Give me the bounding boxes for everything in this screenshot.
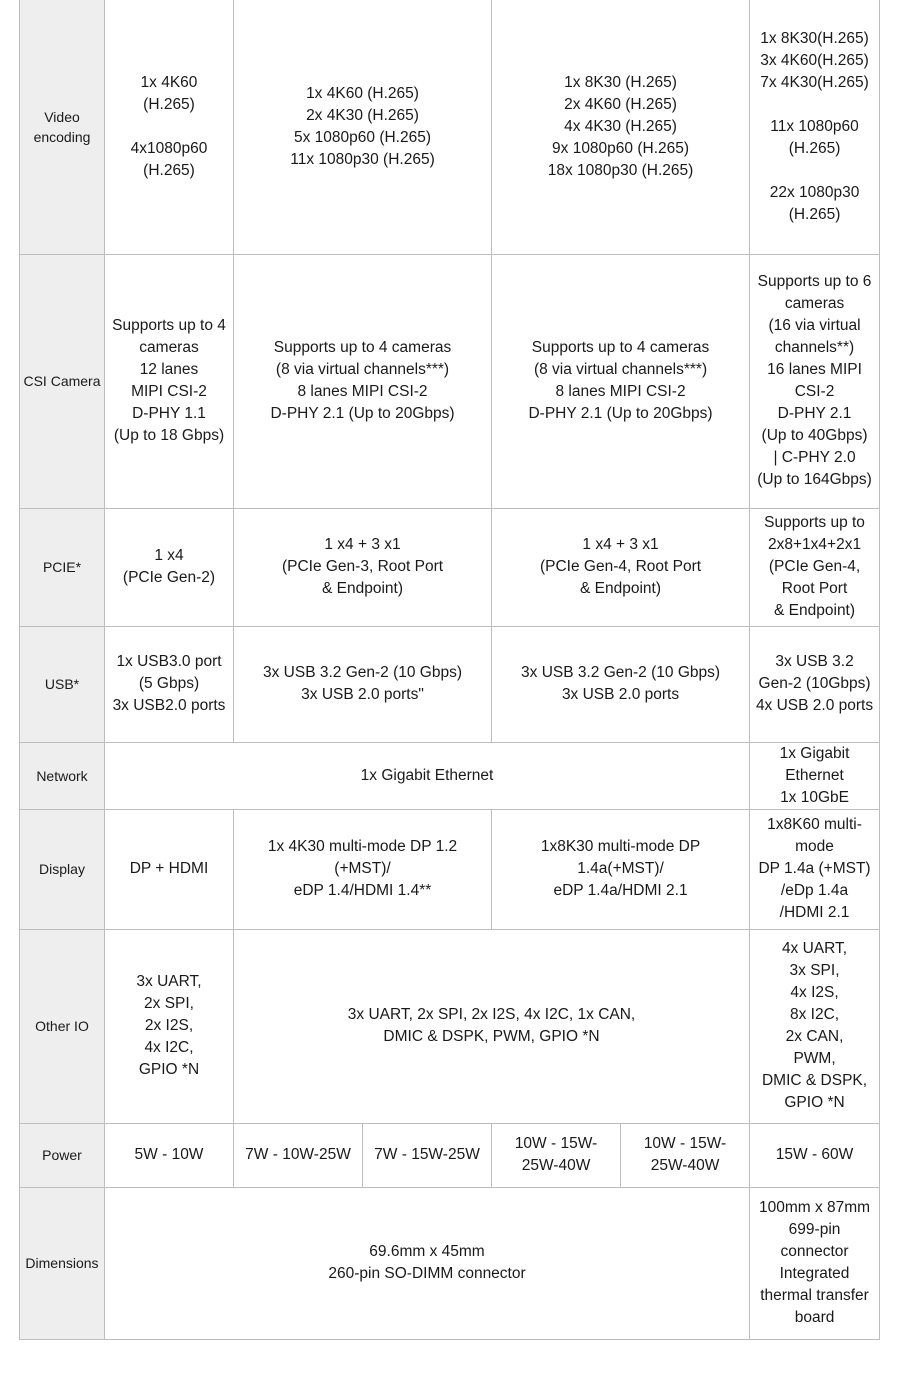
spec-cell: Supports up to 2x8+1x4+2x1 (PCIe Gen-4, Root Port & Endpoint)	[750, 508, 880, 626]
spec-cell: 7W - 15W-25W	[363, 1123, 492, 1187]
row-dimensions	[20, 1187, 880, 1339]
spec-cell: DP + HDMI	[105, 809, 234, 929]
row-label: Network	[20, 742, 105, 809]
spec-cell: 1 x4 + 3 x1 (PCIe Gen-4, Root Port & Endpoint)	[492, 508, 750, 626]
spec-cell: 3x USB 3.2 Gen-2 (10 Gbps) 3x USB 2.0 ports	[492, 626, 750, 742]
row-pcie	[20, 508, 880, 626]
spec-cell: 1x 8K30(H.265) 3x 4K60(H.265) 7x 4K30(H.265) 11x 1080p60 (H.265) 22x 1080p30 (H.265)	[750, 0, 880, 254]
spec-cell: 1x Gigabit Ethernet 1x 10GbE	[750, 742, 880, 809]
row-label: Video encoding	[20, 0, 105, 254]
spec-cell: 3x UART, 2x SPI, 2x I2S, 4x I2C, 1x CAN, DMIC & DSPK, PWM, GPIO *N	[234, 929, 750, 1123]
row-network	[20, 742, 880, 809]
row-label: CSI Camera	[20, 254, 105, 508]
spec-cell: 1x USB3.0 port (5 Gbps) 3x USB2.0 ports	[105, 626, 234, 742]
spec-cell: 1 x4 + 3 x1 (PCIe Gen-3, Root Port & Endpoint)	[234, 508, 492, 626]
row-usb	[20, 626, 880, 742]
spec-cell: 4x UART, 3x SPI, 4x I2S, 8x I2C, 2x CAN, PWM, DMIC & DSPK, GPIO *N	[750, 929, 880, 1123]
spec-cell: 15W - 60W	[750, 1123, 880, 1187]
spec-cell: Supports up to 6 cameras (16 via virtual channels**) 16 lanes MIPI CSI-2 D-PHY 2.1 (Up to 40Gbps) | C-PHY 2.0 (Up to 164Gbps)	[750, 254, 880, 508]
spec-cell: 1x 8K30 (H.265) 2x 4K60 (H.265) 4x 4K30 (H.265) 9x 1080p60 (H.265) 18x 1080p30 (H.265)	[492, 0, 750, 254]
row-label: PCIE*	[20, 508, 105, 626]
row-label: USB*	[20, 626, 105, 742]
row-other-io	[20, 929, 880, 1123]
spec-cell: 69.6mm x 45mm 260-pin SO-DIMM connector	[105, 1187, 750, 1339]
spec-cell: 3x UART, 2x SPI, 2x I2S, 4x I2C, GPIO *N	[105, 929, 234, 1123]
spec-cell: 10W - 15W- 25W-40W	[492, 1123, 621, 1187]
spec-cell: 1x Gigabit Ethernet	[105, 742, 750, 809]
spec-cell: Supports up to 4 cameras (8 via virtual channels***) 8 lanes MIPI CSI-2 D-PHY 2.1 (Up to 20Gbps)	[492, 254, 750, 508]
row-label: Dimensions	[20, 1187, 105, 1339]
spec-cell: 1x 4K60 (H.265) 4x1080p60 (H.265)	[105, 0, 234, 254]
row-video-encoding	[20, 0, 880, 254]
spec-cell: 10W - 15W- 25W-40W	[621, 1123, 750, 1187]
row-label: Power	[20, 1123, 105, 1187]
row-power	[20, 1123, 880, 1187]
spec-cell: 1x8K60 multi- mode DP 1.4a (+MST) /eDp 1.4a /HDMI 2.1	[750, 809, 880, 929]
row-label: Display	[20, 809, 105, 929]
spec-cell: Supports up to 4 cameras (8 via virtual channels***) 8 lanes MIPI CSI-2 D-PHY 2.1 (Up to 20Gbps)	[234, 254, 492, 508]
spec-cell: 1x8K30 multi-mode DP 1.4a(+MST)/ eDP 1.4a/HDMI 2.1	[492, 809, 750, 929]
spec-cell: 3x USB 3.2 Gen-2 (10Gbps) 4x USB 2.0 ports	[750, 626, 880, 742]
row-label: Other IO	[20, 929, 105, 1123]
row-csi-camera	[20, 254, 880, 508]
spec-cell: 5W - 10W	[105, 1123, 234, 1187]
row-display	[20, 809, 880, 929]
spec-cell: Supports up to 4 cameras 12 lanes MIPI CSI-2 D-PHY 1.1 (Up to 18 Gbps)	[105, 254, 234, 508]
spec-cell: 3x USB 3.2 Gen-2 (10 Gbps) 3x USB 2.0 ports"	[234, 626, 492, 742]
spec-cell: 1x 4K60 (H.265) 2x 4K30 (H.265) 5x 1080p60 (H.265) 11x 1080p30 (H.265)	[234, 0, 492, 254]
spec-cell: 7W - 10W-25W	[234, 1123, 363, 1187]
spec-cell: 1x 4K30 multi-mode DP 1.2 (+MST)/ eDP 1.4/HDMI 1.4**	[234, 809, 492, 929]
spec-cell: 1 x4 (PCIe Gen-2)	[105, 508, 234, 626]
spec-table	[19, 0, 880, 1340]
spec-cell: 100mm x 87mm 699-pin connector Integrated thermal transfer board	[750, 1187, 880, 1339]
